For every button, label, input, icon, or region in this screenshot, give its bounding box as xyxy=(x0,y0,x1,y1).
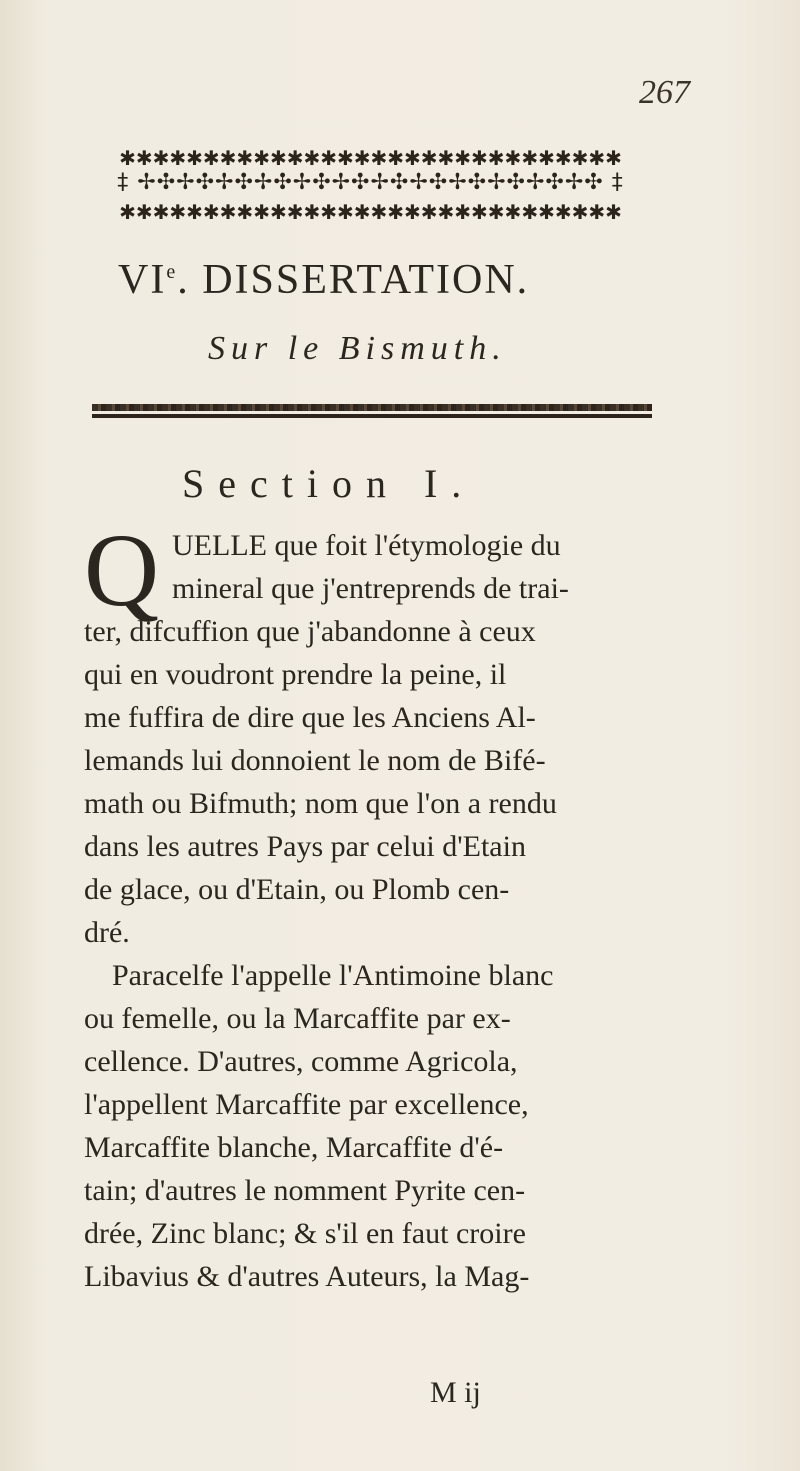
ornament-border-top: ✱✱✱✱✱✱✱✱✱✱✱✱✱✱✱✱✱✱✱✱✱✱✱✱✱✱✱✱✱✱ xyxy=(119,146,622,170)
text-line: ter, difcuffion que j'abandonne à ceux xyxy=(84,615,536,648)
text-line: UELLE que foit l'étymologie du xyxy=(172,529,561,562)
text-line: Marcaffite blanche, Marcaffite d'é- xyxy=(84,1131,504,1164)
text-line: l'appellent Marcaffite par excellence, xyxy=(84,1088,529,1121)
text-line: cellence. D'autres, comme Agricola, xyxy=(84,1045,518,1078)
text-line: ou femelle, ou la Marcaffite par ex- xyxy=(84,1002,511,1035)
text-line: Libavius & d'autres Auteurs, la Mag- xyxy=(84,1260,530,1293)
title-superscript: e xyxy=(166,261,178,283)
text-line: de glace, ou d'Etain, ou Plomb cen- xyxy=(84,873,510,906)
text-line: mineral que j'entreprends de trai- xyxy=(172,572,569,605)
text-line: dré. xyxy=(84,916,130,949)
text-line: lemands lui donnoient le nom de Bifé- xyxy=(84,744,546,777)
body-text xyxy=(84,513,654,1298)
subtitle: Sur le Bismuth. xyxy=(208,330,507,367)
section-heading: Section I. xyxy=(182,461,476,506)
ornament-border-bottom: ✱✱✱✱✱✱✱✱✱✱✱✱✱✱✱✱✱✱✱✱✱✱✱✱✱✱✱✱✱✱ xyxy=(119,200,622,224)
drop-cap: Q xyxy=(84,513,160,628)
page-number: 267 xyxy=(639,74,690,111)
text-line: me fuffira de dire que les Anciens Al- xyxy=(84,701,536,734)
dissertation-title xyxy=(118,256,529,304)
text-line: Paracelfe l'appelle l'Antimoine blanc xyxy=(112,959,554,992)
text-line: tain; d'autres le nomment Pyrite cen- xyxy=(84,1174,526,1207)
decorative-rule xyxy=(92,404,652,411)
title-rest: . DISSERTATION. xyxy=(177,257,530,303)
text-line: drée, Zinc blanc; & s'il en faut croire xyxy=(84,1217,526,1250)
decorative-rule-thin xyxy=(92,414,652,418)
text-line: math ou Bifmuth; nom que l'on a rendu xyxy=(84,787,557,820)
text-line: dans les autres Pays par celui d'Etain xyxy=(84,830,526,863)
title-numeral: VI xyxy=(118,257,167,303)
catchword-signature: M ij xyxy=(430,1376,481,1409)
ornament-border-middle: ‡ ✢✣✢✣✢✣✢✣✢✣✢✣✢✣✢✣✢✣✢✣✢✣✢✣ ‡ xyxy=(117,170,624,195)
text-line: qui en voudront prendre la peine, il xyxy=(84,658,507,691)
